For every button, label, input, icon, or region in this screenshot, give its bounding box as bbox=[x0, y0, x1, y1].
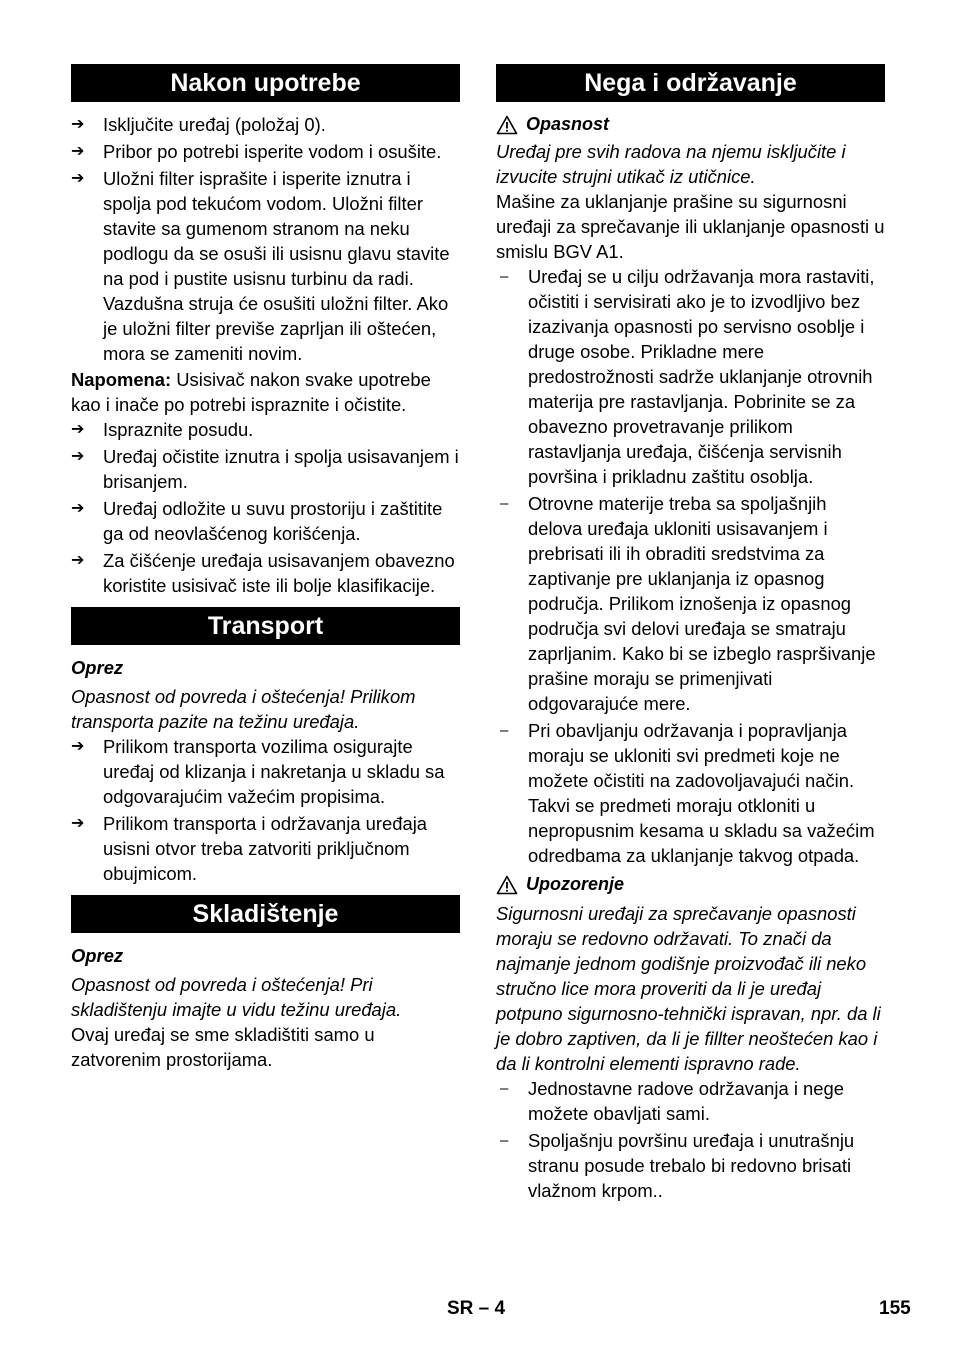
warning-triangle-icon bbox=[496, 875, 518, 895]
left-column bbox=[71, 64, 460, 1072]
dash-icon: – bbox=[500, 722, 509, 739]
list-item bbox=[71, 139, 460, 164]
list-item-text: Pribor po potrebi isperite vodom i osušite. bbox=[103, 141, 442, 162]
storage-text: Ovaj uređaj se sme skladištiti samo u zatvorenim prostorijama. bbox=[71, 1024, 375, 1070]
note-label: Napomena: bbox=[71, 369, 172, 390]
right-column bbox=[496, 64, 885, 1203]
arrow-right-icon: ➔ bbox=[71, 116, 85, 133]
list-item bbox=[496, 1128, 885, 1203]
dash-icon: – bbox=[500, 1132, 509, 1149]
list-item-text: Prilikom transporta vozilima osigurajte uređaj od klizanja i nakretanja u skladu sa odgovarajućim važećim propisima. bbox=[103, 736, 445, 807]
arrow-right-icon: ➔ bbox=[71, 500, 85, 517]
caution-label: Oprez bbox=[71, 657, 124, 678]
list-item-text: Za čišćenje uređaja usisavanjem obavezno koristite usisivač iste ili bolje klasifikacije. bbox=[103, 550, 455, 596]
intro-text: Mašine za uklanjanje prašine su sigurnosni uređaji za sprečavanje ili uklanjanje opasnosti u smislu BGV A1. bbox=[496, 191, 885, 262]
danger-heading bbox=[496, 112, 885, 137]
list-item-text: Ispraznite posudu. bbox=[103, 419, 254, 440]
list-item bbox=[71, 112, 460, 137]
list-item-text: Uložni filter isprašite i isperite iznutra i spolja pod tekućom vodom. Uložni filter stavite sa gumenom stranom na neku podlogu da se osuši ili usisnu glavu stavite na pod i pustite usisnu turbinu da radi. Vazdušna struja će osušiti uložni filter. Ako je uložni filter previše zaprljan ili oštećen, mora se zameniti novim. bbox=[103, 168, 450, 364]
arrow-right-icon: ➔ bbox=[71, 170, 85, 187]
warning-label: Upozorenje bbox=[526, 874, 625, 894]
note-text: Usisivač nakon svake upotrebe kao i inače po potrebi ispraznite i očistite. bbox=[71, 369, 431, 415]
arrow-right-icon: ➔ bbox=[71, 421, 85, 438]
list-item-text: Uređaj odložite u suvu prostoriju i zaštitite ga od neovlašćenog korišćenja. bbox=[103, 498, 443, 544]
list-item bbox=[496, 264, 885, 489]
section-title-skladistenje: Skladištenje bbox=[71, 895, 460, 933]
list-item-text: Isključite uređaj (položaj 0). bbox=[103, 114, 326, 135]
list-item-text: Uređaj se u cilju održavanja mora rastaviti, očistiti i servisirati ako je to izvodljivo bez izazivanja opasnosti po servisno osoblje i druge osobe. Prikladne mere predostrožnosti sadrže uklanjanje otrovnih materija pre rastavljanja. Pobrinite se za obavezno provetravanje prilikom rastavljanja uređaja, čišćenja servisnih površina i prikladnu zaštitu osoblja. bbox=[528, 266, 875, 487]
list-item-text: Uređaj očistite iznutra i spolja usisavanjem i brisanjem. bbox=[103, 446, 459, 492]
arrow-right-icon: ➔ bbox=[71, 143, 85, 160]
list-item bbox=[496, 1076, 885, 1126]
section-title-transport: Transport bbox=[71, 607, 460, 645]
dash-icon: – bbox=[500, 1080, 509, 1097]
list-item-text: Prilikom transporta i održavanja uređaja usisni otvor treba zatvoriti priključnom obujmicom. bbox=[103, 813, 428, 884]
section-title-nega-i-odrzavanje: Nega i održavanje bbox=[496, 64, 885, 102]
arrow-right-icon: ➔ bbox=[71, 552, 85, 569]
list-item bbox=[71, 811, 460, 886]
dash-icon: – bbox=[500, 495, 509, 512]
warning-text: Sigurnosni uređaji za sprečavanje opasnosti moraju se redovno održavati. To znači da najmanje jednom godišnje proizvođač ili neko stručno lice mora proveriti da li je uređaj potpuno sigurnosno-tehnički ispravan, npr. da li je dobro zaptiven, da li je fillter neoštećen kao i da li kontrolni elementi ispravno rade. bbox=[496, 903, 881, 1074]
list-item bbox=[496, 718, 885, 868]
danger-text: Uređaj pre svih radova na njemu isključite i izvucite strujni utikač iz utičnice. bbox=[496, 141, 846, 187]
note-paragraph bbox=[71, 367, 460, 417]
list-item bbox=[71, 496, 460, 546]
section-title-nakon-upotrebe: Nakon upotrebe bbox=[71, 64, 460, 102]
list-item-text: Jednostavne radove održavanja i nege možete obavljati sami. bbox=[528, 1078, 844, 1124]
danger-label: Opasnost bbox=[526, 114, 610, 134]
footer-page-number: 155 bbox=[879, 1298, 911, 1319]
list-item bbox=[71, 734, 460, 809]
warning-heading bbox=[496, 872, 885, 897]
list-item-text: Otrovne materije treba sa spoljašnjih delova uređaja ukloniti usisavanjem i prebrisati ili ih obraditi sredstvima za zaptivanje pre uklanjanja iz opasnog područja. Prilikom iznošenja iz opasnog područja svi delovi uređaja se smatraju zaprljanim. Kako bi se izbeglo raspršivanje prašine moraju se primenjivati odgovarajuće mere. bbox=[528, 493, 876, 714]
list-item bbox=[71, 417, 460, 442]
caution-label: Oprez bbox=[71, 945, 124, 966]
warning-triangle-icon bbox=[496, 115, 518, 135]
list-item bbox=[71, 548, 460, 598]
dash-icon: – bbox=[500, 268, 509, 285]
footer-section-page: SR – 4 bbox=[447, 1298, 506, 1319]
caution-text: Opasnost od povreda i oštećenja! Pri skladištenju imajte u vidu težinu uređaja. bbox=[71, 974, 402, 1020]
arrow-right-icon: ➔ bbox=[71, 738, 85, 755]
arrow-right-icon: ➔ bbox=[71, 448, 85, 465]
list-item bbox=[71, 166, 460, 366]
list-item bbox=[71, 444, 460, 494]
list-item-text: Pri obavljanju održavanja i popravljanja moraju se ukloniti svi predmeti koje ne možete očistiti na zadovoljavajući način. Takvi se predmeti moraju otkloniti u nepropusnim kesama u skladu sa važećim odredbama za uklanjanje takvog otpada. bbox=[528, 720, 875, 866]
list-item-text: Spoljašnju površinu uređaja i unutrašnju stranu posude trebalo bi redovno brisati vlažnom krpom.. bbox=[528, 1130, 855, 1201]
arrow-right-icon: ➔ bbox=[71, 815, 85, 832]
list-item bbox=[496, 491, 885, 716]
caution-text: Opasnost od povreda i oštećenja! Prilikom transporta pazite na težinu uređaja. bbox=[71, 686, 416, 732]
